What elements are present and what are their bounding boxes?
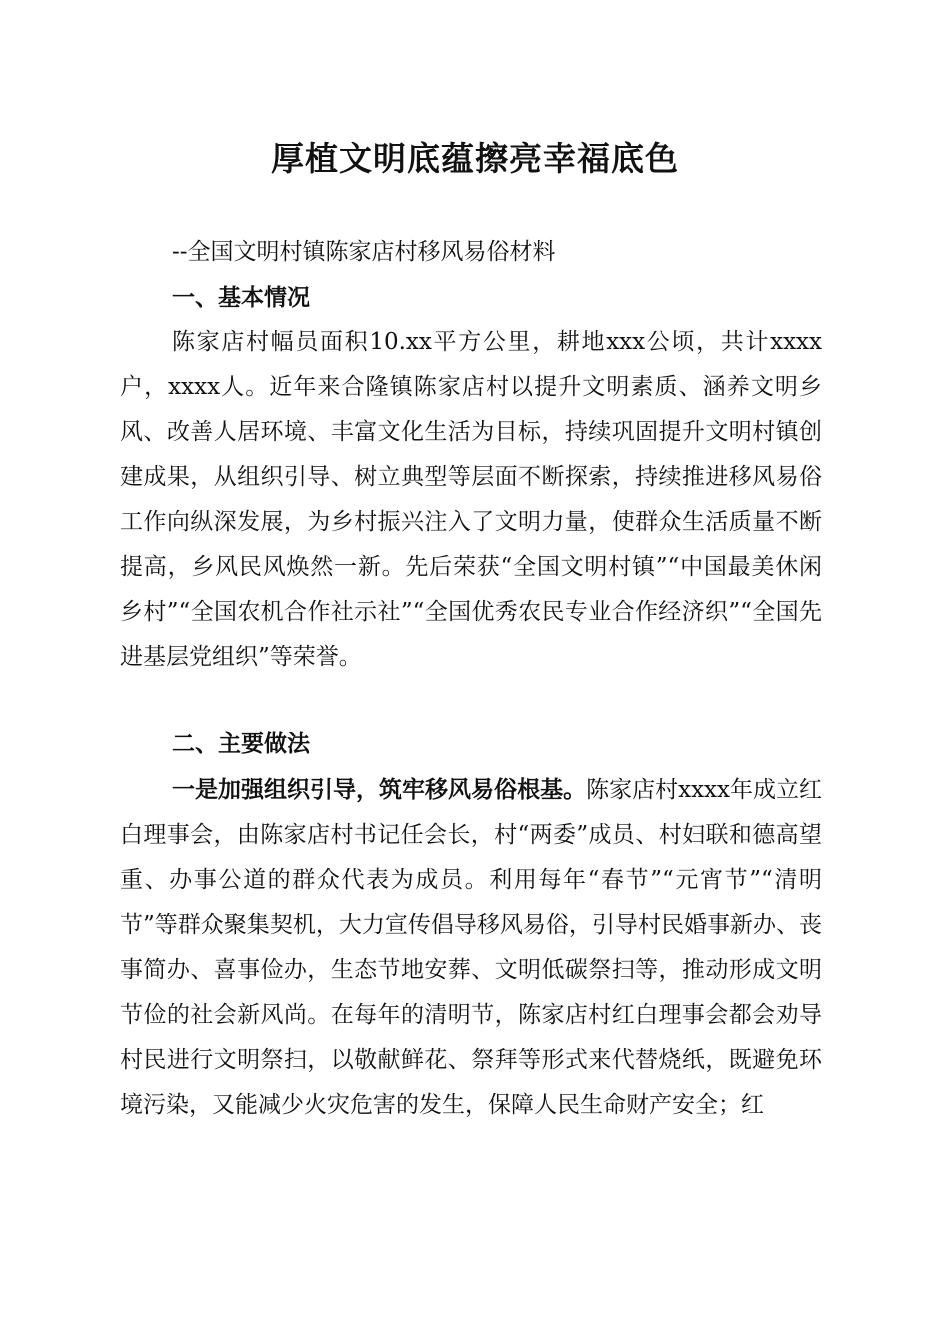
document-subtitle: --全国文明村镇陈家店村移风易俗材料	[172, 239, 556, 265]
section-paragraph-main-practices	[120, 767, 822, 1128]
document-title: 厚植文明底蕴擦亮幸福底色	[271, 139, 679, 178]
section-heading-basic-info: 一、基本情况	[172, 284, 310, 311]
paragraph-body-text: 陈家店村xxxx年成立红白理事会，由陈家店村书记任会长，村“两委”成员、村妇联和德高望重、办事公道的群众代表为成员。利用每年“春节”“元宵节”“清明节”等群众聚集契机，大力宣传倡导移风易俗，引导村民婚事新办、丧事简办、喜事俭办，生态节地安葬、文明低碳祭扫等，推动形成文明节俭的社会新风尚。在每年的清明节，陈家店村红白理事会都会劝导村民进行文明祭扫，以敬献鲜花、祭拜等形式来代替烧纸，既避免环境污染，又能减少火灾危害的发生，保障人民生命财产安全；红	[120, 777, 822, 1118]
section-paragraph-basic-info: 陈家店村幅员面积10.xx平方公里，耕地xxx公顷，共计xxxx户，xxxx人。近年来合隆镇陈家店村以提升文明素质、涵养文明乡风、改善人居环境、丰富文化生活为目标，持续巩固提升文明村镇创建成果，从组织引导、树立典型等层面不断探索，持续推进移风易俗工作向纵深发展，为乡村振兴注入了文明力量，使群众生活质量不断提高，乡风民风焕然一新。先后荣获“全国文明村镇”“中国最美休闲乡村”“全国农机合作社示社”“全国优秀农民专业合作经济织”“全国先进基层党组织”等荣誉。	[120, 329, 822, 670]
section-heading-main-practices: 二、主要做法	[172, 730, 310, 757]
paragraph-lead-sentence: 一是加强组织引导，筑牢移风易俗根基。	[172, 776, 587, 803]
